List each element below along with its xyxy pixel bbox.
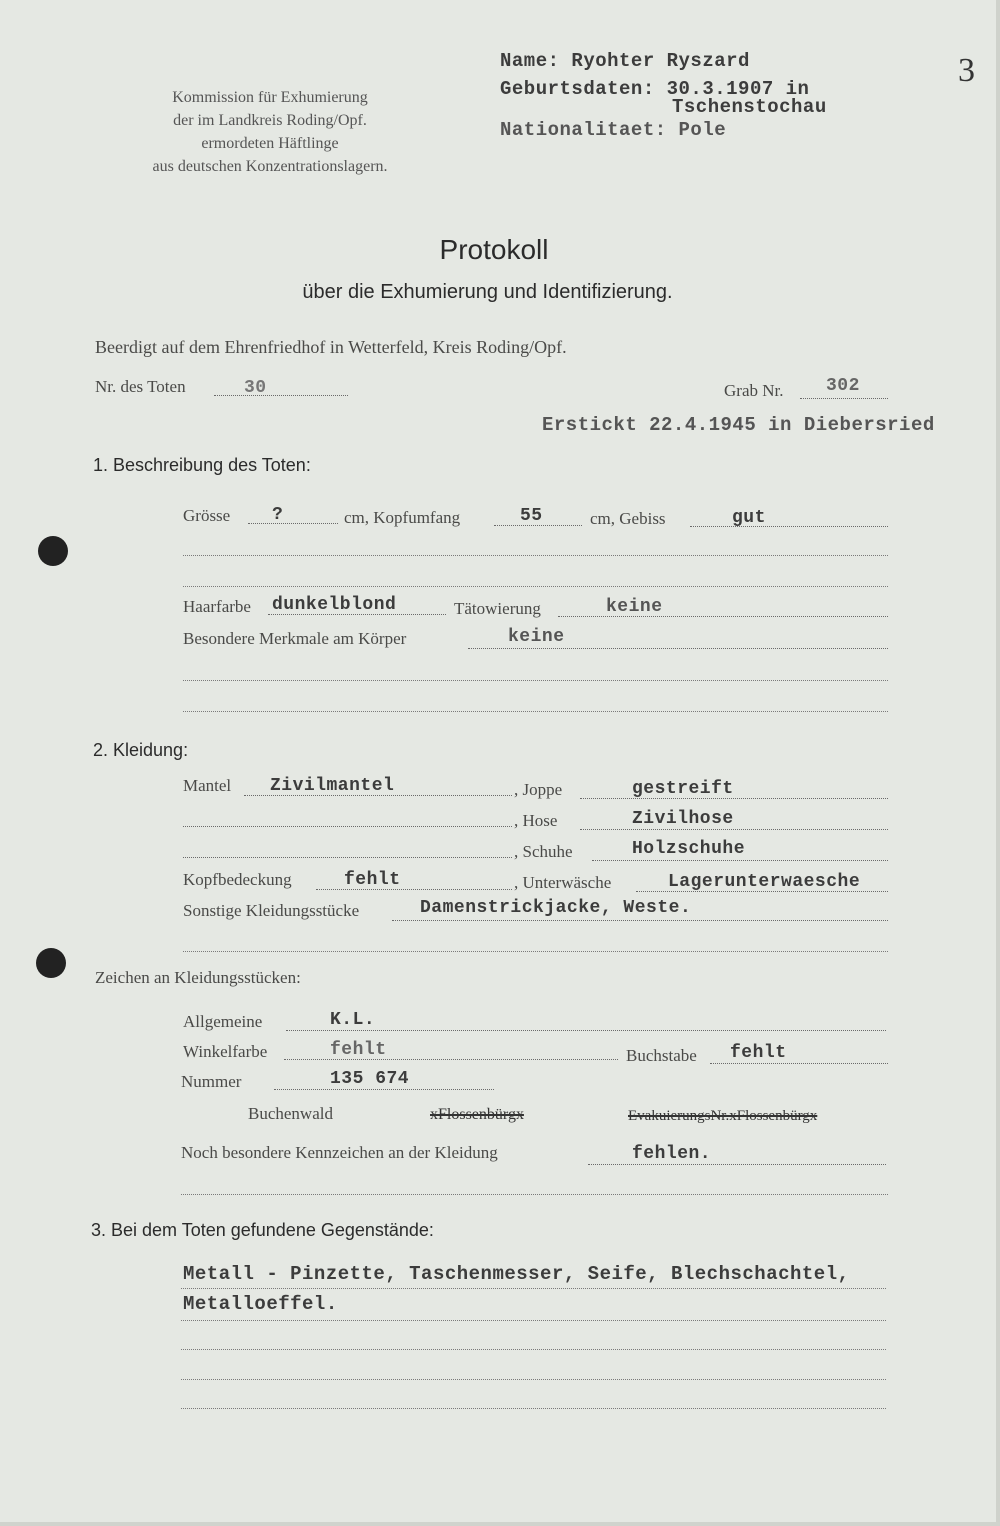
mantel-label: Mantel [183, 776, 232, 795]
page-edge-right [996, 0, 1000, 1526]
noch-value: fehlen. [632, 1144, 712, 1164]
punch-hole-icon [36, 948, 66, 978]
kopfbedeckung-label: Kopfbedeckung [183, 870, 292, 889]
schuhe-dotted-line [592, 860, 888, 861]
evakuierung-struck-text: EvakuierungsNr.xFlossenbürgx [628, 1108, 818, 1124]
allgemeine-label: Allgemeine [183, 1012, 263, 1031]
mantel-value: Zivilmantel [270, 776, 395, 796]
buchstabe-label: Buchstabe [626, 1046, 697, 1065]
taetowierung-value: keine [606, 597, 663, 617]
burial-line: Beerdigt auf dem Ehrenfriedhof in Wetterfeld, Kreis Roding/Opf. [95, 337, 567, 357]
marks-heading: Zeichen an Kleidungsstücken: [95, 968, 301, 987]
groesse-dotted-line [248, 523, 338, 524]
commission-line: Kommission für Exhumierung [172, 89, 368, 106]
items-line: Metalloeffel. [183, 1293, 338, 1315]
blank-line [183, 711, 888, 712]
gebiss-dotted-line [690, 526, 888, 527]
nr-value: 30 [244, 378, 267, 398]
blank-dotted-line [183, 857, 512, 858]
buchenwald-label: Buchenwald [248, 1104, 333, 1123]
sonstige-dotted-line [392, 920, 888, 921]
groesse-value: ? [272, 505, 284, 525]
nummer-label: Nummer [181, 1072, 242, 1091]
joppe-dotted-line [580, 798, 888, 799]
page-subtitle: über die Exhumierung und Identifizierung. [302, 281, 673, 303]
grab-value: 302 [826, 376, 860, 396]
death-line: Erstickt 22.4.1945 in Diebersried [542, 414, 935, 436]
merkmale-dotted-line [468, 648, 888, 649]
page-title: Protokoll [439, 234, 549, 265]
haarfarbe-value: dunkelblond [272, 595, 397, 615]
gebiss-value: gut [732, 508, 766, 528]
sonstige-value: Damenstrickjacke, Weste. [420, 898, 692, 918]
person-birthplace: Tschenstochau [672, 96, 827, 118]
hose-value: Zivilhose [632, 809, 734, 829]
person-name: Name: Ryohter Ryszard [500, 50, 750, 72]
joppe-label: , Joppe [514, 780, 563, 799]
page-number: 3 [958, 52, 975, 89]
blank-line [181, 1379, 886, 1380]
nummer-dotted-line [274, 1089, 494, 1090]
section3-heading: 3. Bei dem Toten gefundene Gegenstände: [91, 1220, 434, 1240]
taetowierung-label: Tätowierung [454, 599, 541, 618]
commission-line: der im Landkreis Roding/Opf. [173, 112, 367, 129]
nr-label: Nr. des Toten [95, 377, 186, 396]
blank-line [181, 1288, 886, 1289]
blank-line [183, 555, 888, 556]
section1-heading: 1. Beschreibung des Toten: [93, 455, 311, 475]
person-birth: Geburtsdaten: 30.3.1907 in [500, 78, 810, 100]
merkmale-label: Besondere Merkmale am Körper [183, 629, 407, 648]
unterwaesche-label: , Unterwäsche [514, 873, 612, 892]
blank-line [183, 586, 888, 587]
hose-label: , Hose [514, 811, 558, 830]
blank-line [181, 1408, 886, 1409]
commission-line: ermordeten Häftlinge [201, 135, 339, 152]
allgemeine-value: K.L. [330, 1010, 376, 1030]
blank-line [183, 680, 888, 681]
flossenburg-struck-text: xFlossenbürgx [430, 1106, 524, 1123]
buchstabe-value: fehlt [730, 1043, 787, 1063]
commission-header [110, 86, 430, 178]
blank-dotted-line [183, 826, 512, 827]
unterwaesche-value: Lagerunterwaesche [668, 872, 861, 892]
nr-dotted-line [214, 395, 348, 396]
commission-line: aus deutschen Konzentrationslagern. [152, 158, 388, 175]
grab-dotted-line [800, 398, 888, 399]
merkmale-value: keine [508, 627, 565, 647]
section2-heading: 2. Kleidung: [93, 740, 189, 760]
schuhe-value: Holzschuhe [632, 839, 746, 859]
blank-line [183, 951, 888, 952]
sonstige-label: Sonstige Kleidungsstücke [183, 901, 360, 920]
noch-label: Noch besondere Kennzeichen an der Kleidung [181, 1143, 498, 1162]
winkelfarbe-value: fehlt [330, 1040, 387, 1060]
person-nationality: Nationalitaet: Pole [500, 119, 727, 141]
joppe-value: gestreift [632, 779, 734, 799]
kopfumfang-value: 55 [520, 506, 543, 526]
kopfumfang-label: cm, Kopfumfang [344, 508, 461, 527]
items-line: Metall - Pinzette, Taschenmesser, Seife, Blechschachtel, [183, 1263, 850, 1285]
allgemeine-dotted-line [286, 1030, 886, 1031]
blank-line [181, 1349, 886, 1350]
hose-dotted-line [580, 829, 888, 830]
gebiss-label: cm, Gebiss [590, 509, 666, 528]
winkelfarbe-label: Winkelfarbe [183, 1042, 268, 1061]
blank-line [181, 1194, 888, 1195]
schuhe-label: , Schuhe [514, 842, 573, 861]
page-edge-bottom [0, 1522, 1000, 1526]
punch-hole-icon [38, 536, 68, 566]
groesse-label: Grösse [183, 506, 231, 525]
noch-dotted-line [588, 1164, 886, 1165]
buchstabe-dotted-line [710, 1063, 888, 1064]
kopfbedeckung-value: fehlt [344, 870, 401, 890]
grab-label: Grab Nr. [724, 381, 784, 400]
haarfarbe-label: Haarfarbe [183, 597, 251, 616]
blank-line [181, 1320, 886, 1321]
nummer-value: 135 674 [330, 1069, 410, 1089]
